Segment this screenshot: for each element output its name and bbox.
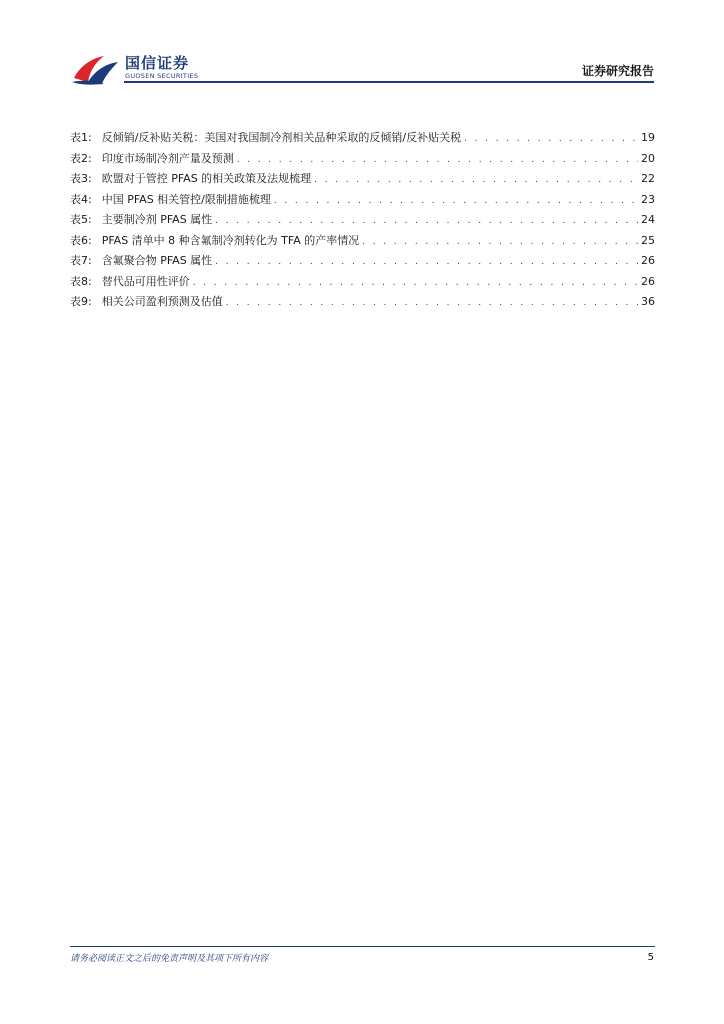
toc-leader-dots xyxy=(215,252,638,273)
toc-entry-label xyxy=(70,190,271,211)
toc-entry[interactable] xyxy=(70,128,655,149)
toc-entry-label xyxy=(70,149,234,170)
toc-entry-page: 24 xyxy=(641,213,655,226)
report-type-label: 证券研究报告 xyxy=(581,64,654,78)
toc-entry-prefix: 表1: xyxy=(70,131,92,144)
toc-entry[interactable] xyxy=(70,251,655,272)
toc-entry[interactable] xyxy=(70,149,655,170)
toc-entry[interactable] xyxy=(70,292,655,313)
toc-entry-title: 欧盟对于管控 PFAS 的相关政策及法规梳理 xyxy=(101,172,312,185)
toc-leader-dots xyxy=(362,232,638,253)
toc-leader-dots xyxy=(226,293,638,314)
toc-leader-dots xyxy=(314,170,638,191)
page-number: 5 xyxy=(647,952,654,963)
toc-entry-title: 主要制冷剂 PFAS 属性 xyxy=(101,213,213,226)
toc-entry-prefix: 表4: xyxy=(70,192,92,206)
toc-entry-title: 印度市场制冷剂产量及预测 xyxy=(101,151,234,165)
toc-entry-page: 22 xyxy=(641,172,655,185)
toc-entry-prefix: 表3: xyxy=(70,172,92,185)
toc-entry[interactable] xyxy=(70,272,655,293)
toc-entry-page: 26 xyxy=(641,254,655,267)
toc-entry-label xyxy=(70,169,311,190)
header-divider xyxy=(124,81,654,83)
toc-entry-prefix: 表9: xyxy=(70,295,92,308)
toc-entry-title: PFAS 清单中 8 种含氟制冷剂转化为 TFA 的产率情况 xyxy=(101,233,360,247)
logo-chinese-name: 国信证券 xyxy=(125,54,190,72)
toc-entry-label xyxy=(70,292,223,313)
toc-entry[interactable] xyxy=(70,210,655,231)
toc-leader-dots xyxy=(237,150,638,171)
toc-leader-dots xyxy=(215,211,638,232)
toc-entry-label xyxy=(70,128,461,149)
toc-entry-label xyxy=(70,210,212,231)
toc-leader-dots xyxy=(464,129,638,150)
toc-entry-prefix: 表8: xyxy=(70,274,92,288)
toc-entry-title: 相关公司盈利预测及估值 xyxy=(101,295,223,308)
toc-entry-page: 36 xyxy=(641,295,655,308)
footer-divider xyxy=(70,946,655,947)
logo-english-name: GUOSEN SECURITIES xyxy=(125,72,199,80)
table-of-contents xyxy=(70,128,655,313)
toc-entry-page: 23 xyxy=(641,192,655,206)
toc-entry-title: 中国 PFAS 相关管控/限制措施梳理 xyxy=(101,192,271,206)
toc-entry-title: 反倾销/反补贴关税：美国对我国制冷剂相关品种采取的反倾销/反补贴关税 xyxy=(101,131,462,144)
toc-entry-label xyxy=(70,251,212,272)
toc-entry-prefix: 表7: xyxy=(70,254,92,267)
toc-entry[interactable] xyxy=(70,231,655,252)
toc-entry-label xyxy=(70,231,359,252)
page-header xyxy=(0,0,724,90)
guosen-logo-icon xyxy=(70,52,120,86)
toc-leader-dots xyxy=(193,273,638,294)
toc-entry-prefix: 表2: xyxy=(70,151,92,165)
toc-entry-prefix: 表5: xyxy=(70,213,92,226)
toc-entry-label xyxy=(70,272,190,293)
toc-entry-title: 含氟聚合物 PFAS 属性 xyxy=(101,254,213,267)
toc-leader-dots xyxy=(274,191,638,212)
toc-entry[interactable] xyxy=(70,190,655,211)
toc-entry-page: 26 xyxy=(641,274,655,288)
toc-entry-page: 19 xyxy=(641,131,655,144)
toc-entry-title: 替代品可用性评价 xyxy=(101,274,190,288)
toc-entry-page: 25 xyxy=(641,233,655,247)
footer-disclaimer: 请务必阅读正文之后的免责声明及其项下所有内容 xyxy=(70,954,269,964)
toc-entry[interactable] xyxy=(70,169,655,190)
toc-entry-page: 20 xyxy=(641,151,655,165)
toc-entry-prefix: 表6: xyxy=(70,233,92,247)
